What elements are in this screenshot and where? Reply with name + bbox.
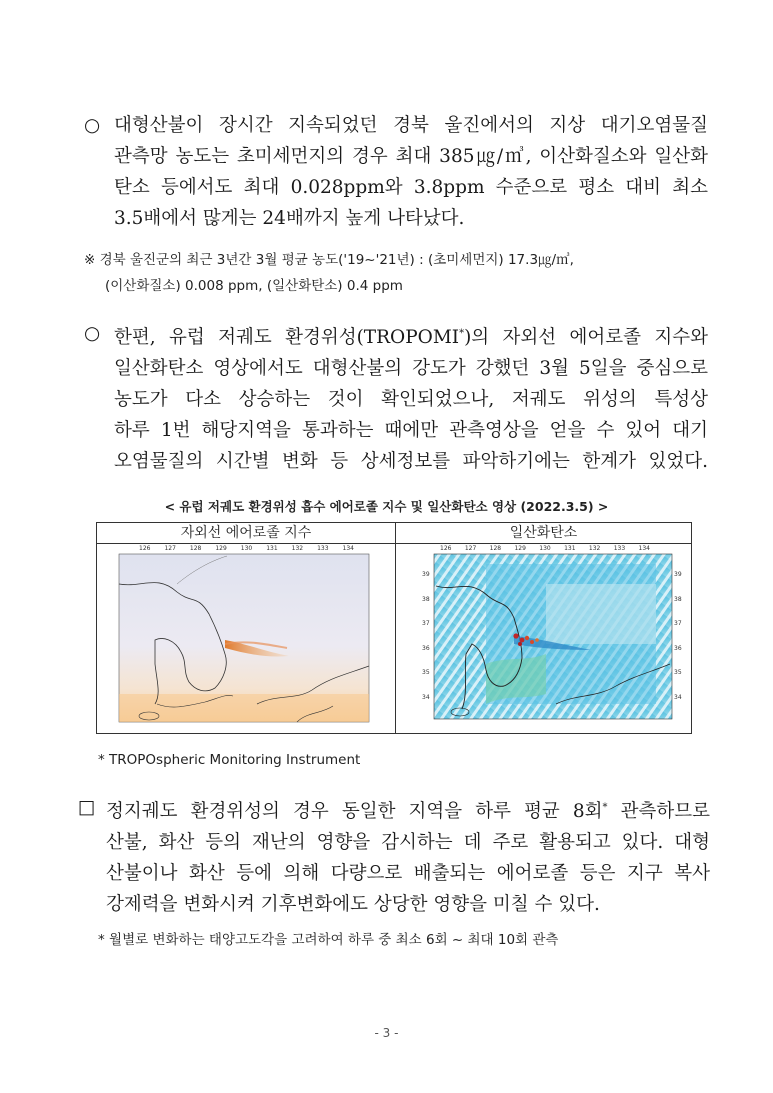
footnote-marker: * [602,802,608,813]
paragraph-3 [78,792,710,920]
lat-ticks-left: 39 38 37 36 35 34 [422,571,430,701]
paragraph-2-line: 한편, 유럽 저궤도 환경위성(TROPOMI*)의 자외선 에어로졸 지수와 [114,327,708,349]
paragraph-3-line: 정지궤도 환경위성의 경우 동일한 지역을 하루 평균 8회* 관측하므로 [106,801,710,823]
paragraph-2-line: 하루 1번 해당지역을 통과하는 때에만 관측영상을 얻을 수 있어 대기 [114,420,708,442]
paragraph-2-line: 일산화탄소 영상에서도 대형산불의 강도가 강했던 3월 5일을 중심으로 [114,358,708,380]
paragraph-1-line: 대형산불이 장시간 지속되었던 경북 울진에서의 지상 대기오염물질 [114,115,708,136]
paragraph-3-line: 강제력을 변화시켜 기후변화에도 상당한 영향을 미칠 수 있다. [106,894,600,916]
circle-bullet: ○ [84,323,101,344]
paragraph-1-line: 3.5배에서 많게는 24배까지 높게 나타났다. [114,208,465,229]
square-bullet: □ [78,797,96,818]
average-note-line-2: (이산화질소) 0.008 ppm, (일산화탄소) 0.4 ppm [105,278,403,294]
paragraph-3-line: 산불이나 화산 등에 의해 다량으로 배출되는 에어로졸 등은 지구 복사 [106,863,710,885]
average-note-line-1: ※ 경북 울진군의 최근 3년간 3월 평균 농도('19~'21년) : (초미세먼지) 17.3㎍/㎥, [84,252,574,268]
paragraph-3-line: 산불, 화산 등의 재난의 영향을 감시하는 데 주로 활용되고 있다. 대형 [106,832,710,854]
paragraph-2-line: 오염물질의 시간별 변화 등 상세정보를 파악하기에는 한계가 있었다. [114,451,708,473]
aerosol-index-map [97,544,395,733]
circle-bullet: ○ [84,115,101,136]
carbon-monoxide-title: 일산화탄소 [396,523,691,544]
footnote-marker: * [459,328,465,339]
aerosol-index-panel [97,523,396,733]
lon-ticks-top: 126 127 128 129 130 131 132 133 134 [139,545,354,552]
lat-ticks-right: 39 38 37 36 35 34 [674,571,682,701]
paragraph-2-line: 농도가 다소 상승하는 것이 확인되었으나, 저궤도 위성의 특성상 [114,389,708,411]
satellite-figure [96,522,692,734]
paragraph-1 [84,110,708,234]
page-number: - 3 - [374,1026,399,1040]
carbon-monoxide-map [396,544,691,733]
tropomi-footnote: * TROPOspheric Monitoring Instrument [98,752,361,768]
paragraph-1-line: 탄소 등에서도 최대 0.028ppm와 3.8ppm 수준으로 평소 대비 최소 [114,177,708,198]
paragraph-2 [84,318,708,477]
aerosol-index-title: 자외선 에어로졸 지수 [97,523,395,544]
observation-footnote: * 월별로 변화하는 태양고도각을 고려하여 하루 중 최소 6회 ~ 최대 10회 관측 [98,932,559,948]
carbon-monoxide-panel [396,523,691,733]
paragraph-1-line: 관측망 농도는 초미세먼지의 경우 최대 385㎍/㎥, 이산화질소와 일산화 [114,146,708,167]
lon-ticks-top: 126 127 128 129 130 131 132 133 134 [440,545,650,552]
figure-caption: < 유럽 저궤도 환경위성 흡수 에어로졸 지수 및 일산화탄소 영상 (2022.3.5) > [164,499,609,514]
